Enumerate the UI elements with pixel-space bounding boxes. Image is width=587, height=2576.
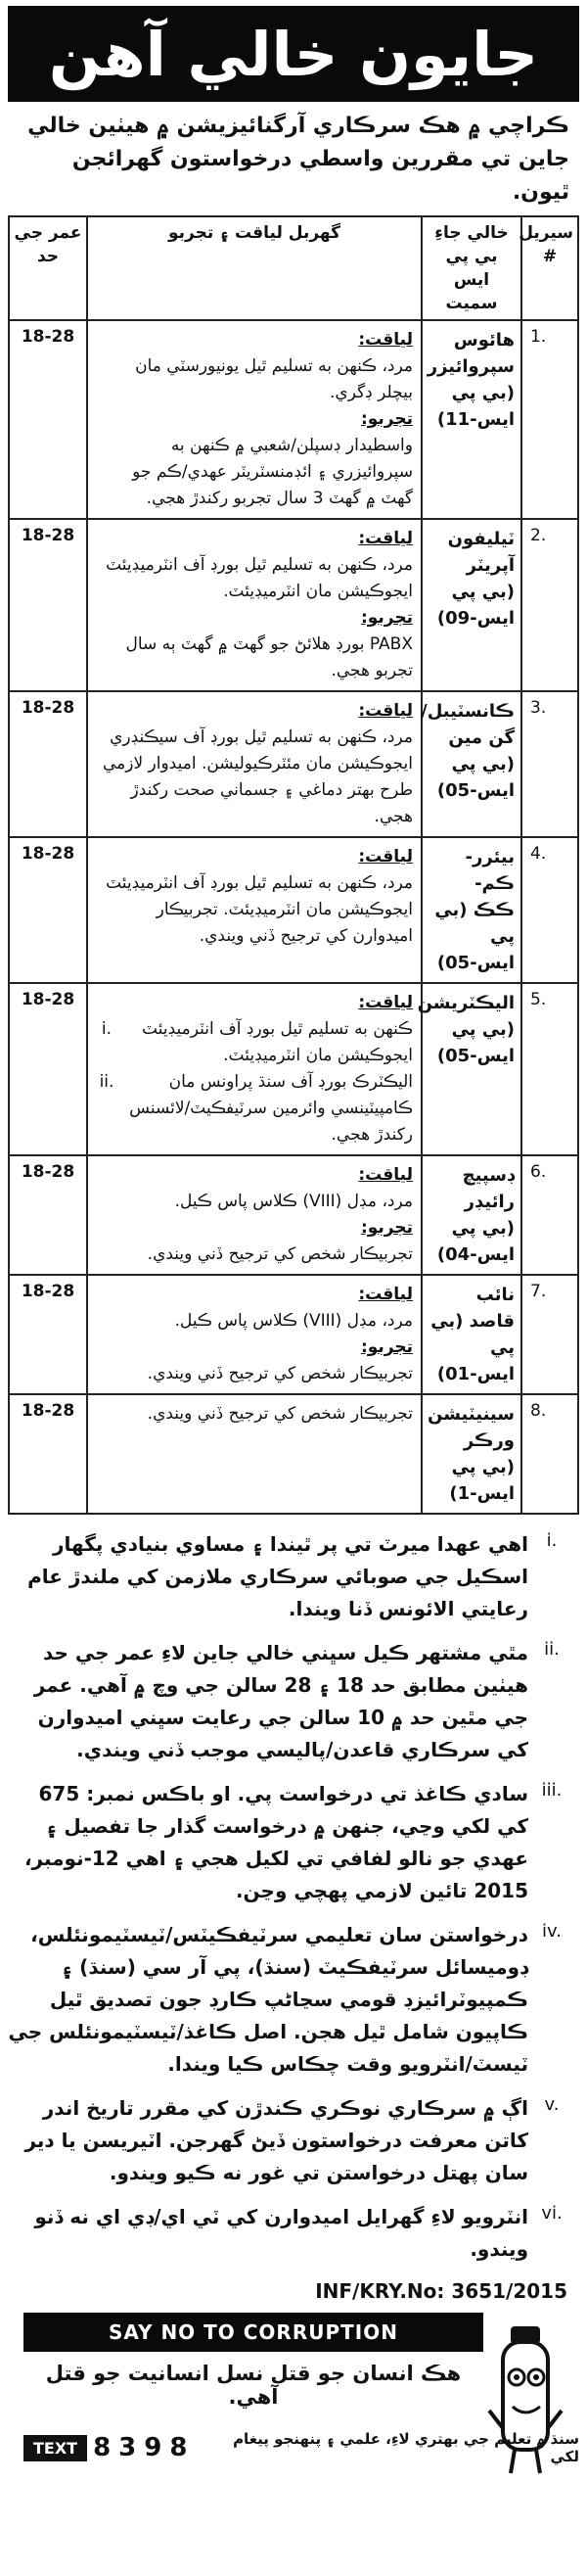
row-post: نائب قاصد (بي پي ايس-01) <box>422 1275 521 1394</box>
row-qualification <box>87 691 422 837</box>
footer <box>8 2313 579 2526</box>
notes-list <box>8 1524 579 2273</box>
row-serial: 5. <box>521 983 578 1155</box>
row-post: هائوس سپروائيزر (بي پي ايس-11) <box>422 320 521 519</box>
qualification-text: تجربيڪار شخص کي ترجيح ڏني ويندي. <box>147 1244 413 1264</box>
note-item <box>8 2088 579 2197</box>
qualification-text: تجربيڪار شخص کي ترجيح ڏني ويندي. <box>147 1364 413 1383</box>
note-text: انٽرويو لاءِ گهرايل اميدوارن کي ٽي اي/ڊي اي نه ڏنو ويندو. <box>34 2205 528 2261</box>
table-row <box>9 1155 578 1275</box>
note-number: ii. <box>544 1639 560 1660</box>
sms-label: TEXT <box>23 2435 87 2461</box>
table-row <box>9 1394 578 1514</box>
qualification-text: مرد، ڪنهن به تسليم ٿيل بورڊ آف انٽرميڊيئٽ ايجوڪيشن مان انٽرميڊيئٽ. تجربيڪار اميدوارن کي ترجيح ڏني ويندي. <box>106 873 413 946</box>
header-serial: سيريل # <box>521 216 578 320</box>
row-qualification <box>87 1394 422 1514</box>
vacancy-table <box>8 215 579 1515</box>
sms-message: سنڌ ۾ تعليم جي بهتري لاءِ، علمي ۽ پنهنجو پيغام لکي <box>233 2430 579 2465</box>
qualification-text: تجربيڪار شخص کي ترجيح ڏني ويندي. <box>147 1404 413 1424</box>
qualification-text: مرد، ڪنهن به تسليم ٿيل بورڊ آف سيڪنڊري ايجوڪيشن مان مئٽرڪيوليشن. اميدوار لازمي طرح بهتر دماغي ۽ جسماني صحت رکندڙ هجي. <box>102 727 413 826</box>
row-age-limit: 18-28 <box>9 983 87 1155</box>
qualification-heading: تجربو: <box>360 409 413 429</box>
row-post: ڪانسٽيبل/ گن مين (بي پي ايس-05) <box>422 691 521 837</box>
note-number: vi. <box>541 2203 563 2224</box>
qualification-subitem <box>96 1069 413 1148</box>
note-item <box>8 1774 579 1915</box>
qualification-text: واسطيدار ڊسپلن/شعبي ۾ ڪنهن به سپروائيزري ۽ ائڊمنسٽريٽر عهدي/ڪم جو گهٽ ۾ گهٽ 3 سال تجربو رکندڙ هجي. <box>132 436 413 508</box>
row-qualification <box>87 519 422 691</box>
subitem-mark: i. <box>101 1019 113 1039</box>
qualification-heading: تجربو: <box>360 1337 413 1357</box>
table-row <box>9 519 578 691</box>
table-header-row <box>9 216 578 320</box>
row-age-limit: 18-28 <box>9 1275 87 1394</box>
row-post: بيئرر- ڪم- ڪڪ (بي پي ايس-05) <box>422 837 521 983</box>
reference-number: INF/KRY.No: 3651/2015 <box>315 2279 567 2303</box>
note-text: سادي ڪاغذ تي درخواست پي. او باڪس نمبر: 675 کي لکي وڃي، جنهن ۾ درخواست گذار جا تفصيل ۽ عهدي جو نالو لفافي تي لکيل هجي ۽ اهي 12-نومبر، 2015 تائين لازمي پهچي وڃن. <box>23 1782 528 1902</box>
qualification-subitem <box>96 1016 413 1069</box>
note-text: مٿي مشتهر ڪيل سڀني خالي جاين لاءِ عمر جي حد هيٺين مطابق حد 18 ۽ 28 سالن جي وچ ۾ آهي. عمر جي مٿين حد ۾ 10 سالن جي رعايت سڀني اميدوارن کي سرڪاري قاعدن/پاليسي موجب ڏني ويندي. <box>33 1641 528 1761</box>
row-qualification <box>87 983 422 1155</box>
note-item <box>8 1524 579 1633</box>
row-serial: 1. <box>521 320 578 519</box>
row-post: سينيٽيشن ورڪر (بي پي ايس-1) <box>422 1394 521 1514</box>
slogan-text: هڪ انسان جو قتل نسل انسانيت جو قتل آهي. <box>45 2362 462 2409</box>
row-serial: 6. <box>521 1155 578 1275</box>
row-post: اليڪٽريشن (بي پي ايس-05) <box>422 983 521 1155</box>
qualification-text: PABX بورڊ هلائڻ جو گهٽ ۾ گهٽ ٻه سال تجربو هجي. <box>125 634 413 680</box>
table-row <box>9 837 578 983</box>
row-age-limit: 18-28 <box>9 837 87 983</box>
note-item <box>8 1915 579 2088</box>
table-row <box>9 1275 578 1394</box>
qualification-heading: لياقت: <box>358 529 413 548</box>
intro-paragraph: ڪراچي ۾ هڪ سرڪاري آرگنائيزيشن ۾ هيٺين خالي جاين تي مقررين واسطي درخواستون گهرائجن ٿيون. <box>27 114 569 205</box>
row-age-limit: 18-28 <box>9 320 87 519</box>
headline-text: جايون خالي آهن <box>48 18 539 90</box>
note-number: iv. <box>542 1921 562 1942</box>
subitem-text: ڪنهن به تسليم ٿيل بورڊ آف انٽرميڊيئٽ ايجوڪيشن مان انٽرميڊيئٽ. <box>142 1019 413 1065</box>
row-qualification <box>87 320 422 519</box>
row-qualification <box>87 1275 422 1394</box>
qualification-text: مرد، مڊل (VIII) ڪلاس پاس ڪيل. <box>174 1311 413 1331</box>
qualification-text: مرد، ڪنهن به تسليم ٿيل يونيورسٽي مان بيچلر ڊگري. <box>135 356 413 402</box>
table-row <box>9 983 578 1155</box>
qualification-text: مرد، مڊل (VIII) ڪلاس پاس ڪيل. <box>174 1192 413 1211</box>
qualification-heading: لياقت: <box>358 701 413 721</box>
header-age: عمر جي حد <box>9 216 87 320</box>
header-post: خالي جاءِ بي پي ايس سميت <box>422 216 521 320</box>
note-item <box>8 1633 579 1774</box>
sms-number: 8398 <box>93 2433 196 2462</box>
subitem-mark: ii. <box>99 1072 114 1092</box>
row-serial: 4. <box>521 837 578 983</box>
qualification-heading: تجربو: <box>360 608 413 628</box>
row-age-limit: 18-28 <box>9 1394 87 1514</box>
row-qualification <box>87 837 422 983</box>
note-text: اڳ ۾ سرڪاري نوڪري ڪندڙن کي مقرر تاريخ اندر کاتن معرفت درخواستون ڏيڻ گهرجن. اٽيريسن يا دير سان پهتل درخواستن تي غور نه ڪيو ويندو. <box>24 2096 528 2184</box>
qualification-heading: لياقت: <box>358 993 413 1012</box>
table-row <box>9 320 578 519</box>
subitem-text: اليڪٽرڪ بورڊ آف سنڌ پراونس مان ڪامپيٽينسي وائرمين سرٽيفڪيٽ/لائسنس رکندڙ هجي. <box>129 1072 413 1145</box>
row-post: ڊسپيچ رائيڊر (بي پي ايس-04) <box>422 1155 521 1275</box>
row-serial: 8. <box>521 1394 578 1514</box>
qualification-heading: لياقت: <box>358 847 413 866</box>
row-age-limit: 18-28 <box>9 1155 87 1275</box>
note-text: درخواستن سان تعليمي سرٽيفڪيٽس/ٽيسٽيمونئلس، ڊوميسائل سرٽيفڪيٽ (سنڌ)، پي آر سي (سنڌ) ۽ ڪمپيوٽرائيزڊ قومي سڃاڻپ ڪارڊ جون تصديق ٿيل ڪاپيون شامل ٿيل هجن. اصل ڪاغذ/ٽيسٽيمونئلس جي ٽيسٽ/انٽرويو وقت چڪاس ڪيا ويندا. <box>8 1923 528 2076</box>
note-number: v. <box>544 2094 560 2115</box>
headline-banner <box>8 6 579 102</box>
anti-corruption-mascot-icon <box>485 2313 565 2479</box>
qualification-heading: لياقت: <box>358 1285 413 1304</box>
qualification-heading: لياقت: <box>358 1165 413 1185</box>
vacancy-rows <box>9 320 578 1514</box>
anti-corruption-banner: SAY NO TO CORRUPTION <box>23 2313 483 2352</box>
note-number: iii. <box>541 1780 563 1801</box>
row-post: ٽيليفون آپريٽر (بي پي ايس-09) <box>422 519 521 691</box>
row-age-limit: 18-28 <box>9 519 87 691</box>
row-qualification <box>87 1155 422 1275</box>
row-serial: 7. <box>521 1275 578 1394</box>
qualification-heading: لياقت: <box>358 330 413 350</box>
header-qualification: گهربل لياقت ۽ تجربو <box>87 216 422 320</box>
row-age-limit: 18-28 <box>9 691 87 837</box>
row-serial: 2. <box>521 519 578 691</box>
table-row <box>9 691 578 837</box>
row-serial: 3. <box>521 691 578 837</box>
note-number: i. <box>546 1530 558 1551</box>
note-text: اهي عهدا ميرٽ تي پر ٿيندا ۽ مساوي بنيادي پگهار اسڪيل جي صوبائي سرڪاري ملازمن کي ملندڙ عام رعايتي الائونس ڏنا ويندا. <box>27 1532 528 1620</box>
note-item <box>8 2197 579 2273</box>
qualification-text: مرد، ڪنهن به تسليم ٿيل بورڊ آف انٽرميڊيئٽ ايجوڪيشن مان انٽرميڊيئٽ. <box>106 555 413 601</box>
qualification-heading: تجربو: <box>360 1218 413 1238</box>
